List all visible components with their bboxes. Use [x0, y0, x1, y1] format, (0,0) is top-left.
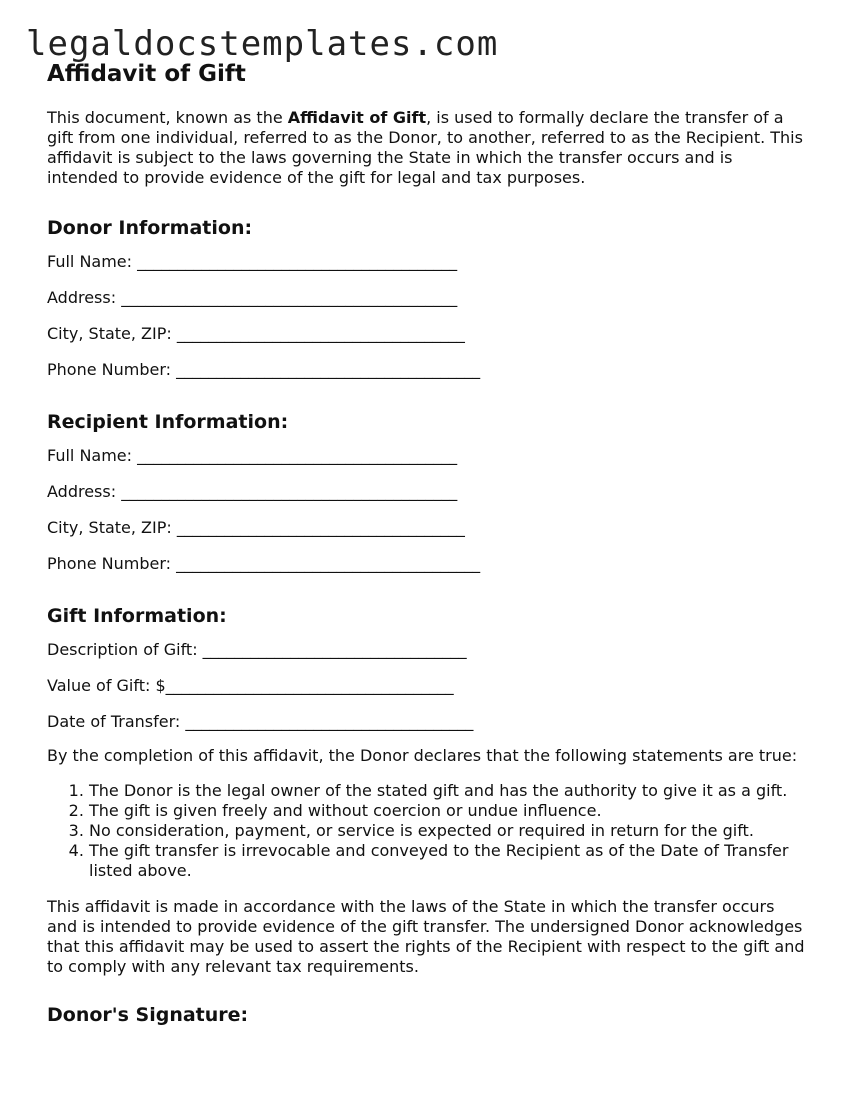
donor-city-state-zip-field[interactable]: City, State, ZIP: ____________________________________ — [47, 324, 465, 343]
gift-value-field[interactable]: Value of Gift: $____________________________________ — [47, 676, 454, 695]
list-item: 4. The gift transfer is irrevocable and conveyed to the Recipient as of the Date of Transfer listed above. — [89, 841, 807, 881]
recipient-phone-field[interactable]: Phone Number: ______________________________________ — [47, 554, 481, 573]
donor-phone-field[interactable]: Phone Number: ______________________________________ — [47, 360, 481, 379]
donor-info-heading: Donor Information: — [47, 217, 253, 239]
donor-address-field[interactable]: Address: __________________________________________ — [47, 288, 458, 307]
statements-list — [47, 781, 807, 881]
gift-description-field[interactable]: Description of Gift: _________________________________ — [47, 640, 467, 659]
list-item: 2. The gift is given freely and without coercion or undue influence. — [89, 801, 807, 821]
closing-paragraph: This affidavit is made in accordance with the laws of the State in which the transfer occurs and is intended to provide evidence of the gift transfer. The undersigned Donor acknowledges that this affidavit may be used to assert the rights of the Recipient with respect to the gift and to comply with any relevant tax requirements. — [47, 897, 805, 976]
gift-info-heading: Gift Information: — [47, 605, 227, 627]
intro-paragraph — [47, 108, 807, 188]
list-item: 3. No consideration, payment, or service is expected or required in return for the gift. — [89, 821, 807, 841]
document-title: Affidavit of Gift — [47, 61, 246, 87]
donor-full-name-field[interactable]: Full Name: ________________________________________ — [47, 252, 458, 271]
donor-signature-heading: Donor's Signature: — [47, 1004, 249, 1026]
declaration-paragraph: By the completion of this affidavit, the Donor declares that the following statements are true: — [47, 746, 798, 765]
intro-document-name: Affidavit of Gift — [287, 108, 427, 127]
intro-text-start: This document, known as the — [47, 108, 288, 127]
recipient-info-heading: Recipient Information: — [47, 411, 289, 433]
document-body — [47, 58, 807, 1027]
recipient-city-state-zip-field[interactable]: City, State, ZIP: ____________________________________ — [47, 518, 465, 537]
recipient-address-field[interactable]: Address: __________________________________________ — [47, 482, 458, 501]
list-item: 1. The Donor is the legal owner of the stated gift and has the authority to give it as a gift. — [89, 781, 807, 801]
site-watermark: legaldocstemplates.com — [26, 24, 499, 64]
recipient-full-name-field[interactable]: Full Name: ________________________________________ — [47, 446, 458, 465]
intro-text-end: , is used to formally declare the transfer of a gift from one individual, referred to as the Donor, to another, referred to as the Recipient. This affidavit is subject to the laws governing the State in which the transfer occurs and is intended to provide evidence of the gift for legal and tax purposes. — [47, 108, 803, 187]
gift-date-field[interactable]: Date of Transfer: ____________________________________ — [47, 712, 474, 731]
